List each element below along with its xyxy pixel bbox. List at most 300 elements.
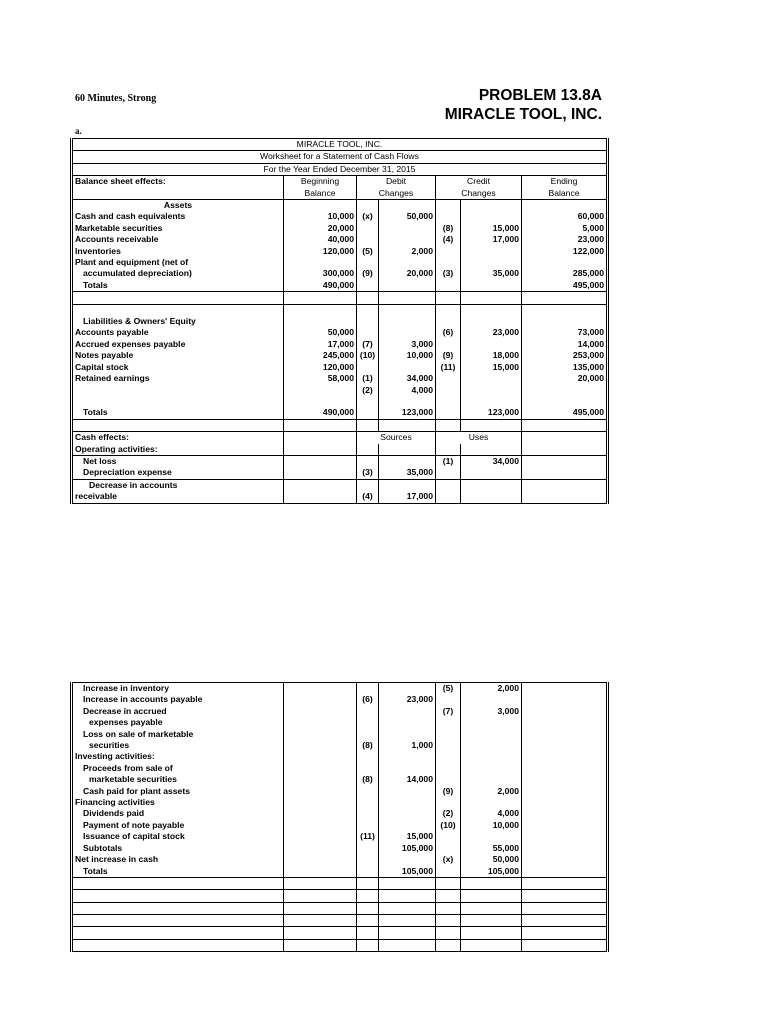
cash-effects-label: Cash effects: <box>72 432 284 444</box>
beginning-balance: 490,000 <box>284 280 357 292</box>
empty-cell <box>284 774 357 785</box>
empty-cell <box>522 939 608 951</box>
beginning-balance: 17,000 <box>284 339 357 350</box>
empty-cell <box>357 304 379 316</box>
empty-cell <box>357 915 379 927</box>
empty-cell <box>379 902 436 914</box>
empty-cell <box>284 455 357 467</box>
sources-amount: 15,000 <box>379 831 436 842</box>
uses-ref: (10) <box>436 820 461 831</box>
cash-row <box>72 455 608 467</box>
cash-label: Loss on sale of marketable <box>72 729 284 740</box>
empty-cell <box>522 444 608 456</box>
cash-row <box>72 717 608 728</box>
credit-ref: (9) <box>436 350 461 361</box>
blank-row <box>72 927 608 939</box>
empty-cell <box>379 316 436 327</box>
balance-row <box>72 234 608 245</box>
empty-cell <box>522 432 608 444</box>
credit-ref <box>436 373 461 384</box>
sources-amount <box>379 820 436 831</box>
uses-ref <box>436 866 461 878</box>
uses-ref: (2) <box>436 808 461 819</box>
col-end-1: Ending <box>522 176 608 188</box>
empty-cell <box>379 292 436 304</box>
empty-cell <box>379 927 436 939</box>
uses-amount: 55,000 <box>461 843 522 854</box>
col-begin-2: Balance <box>284 188 357 200</box>
cash-label: Totals <box>72 866 284 878</box>
blank-row <box>72 292 608 304</box>
empty-cell <box>436 396 461 407</box>
empty-cell <box>379 877 436 889</box>
debit-amount: 3,000 <box>379 339 436 350</box>
cash-effects-row <box>72 432 608 444</box>
cash-label: Depreciation expense <box>72 467 284 479</box>
empty-cell <box>284 820 357 831</box>
row-label: Accounts receivable <box>72 234 284 245</box>
cash-row <box>72 467 608 479</box>
row-label: Cash and cash equivalents <box>72 211 284 222</box>
debit-amount <box>379 280 436 292</box>
empty-cell <box>72 292 284 304</box>
empty-cell <box>284 432 357 444</box>
sources-ref <box>357 751 379 762</box>
empty-cell <box>284 751 357 762</box>
cash-label: Increase in inventory <box>72 683 284 695</box>
blank-row <box>72 419 608 431</box>
debit-amount <box>379 223 436 234</box>
empty-cell <box>284 683 357 695</box>
row-label: Retained earnings <box>72 373 284 384</box>
row-label: accumulated depreciation) <box>72 268 284 279</box>
credit-ref: (3) <box>436 268 461 279</box>
row-label: Notes payable <box>72 350 284 361</box>
empty-cell <box>72 890 284 902</box>
beginning-balance: 58,000 <box>284 373 357 384</box>
debit-amount <box>379 362 436 373</box>
uses-amount <box>461 831 522 842</box>
sources-ref: (6) <box>357 694 379 705</box>
row-label: Capital stock <box>72 362 284 373</box>
sources-amount <box>379 808 436 819</box>
debit-ref: (9) <box>357 268 379 279</box>
empty-cell <box>522 455 608 467</box>
empty-cell <box>436 890 461 902</box>
empty-cell <box>72 927 284 939</box>
cash-row <box>72 740 608 751</box>
empty-cell <box>522 683 608 695</box>
time-estimate: 60 Minutes, Strong <box>75 93 157 104</box>
empty-cell <box>461 304 522 316</box>
empty-cell <box>357 444 379 456</box>
sources-ref <box>357 729 379 740</box>
empty-cell <box>379 915 436 927</box>
liabilities-heading <box>72 316 608 327</box>
credit-ref: (11) <box>436 362 461 373</box>
uses-amount: 50,000 <box>461 854 522 865</box>
beginning-balance: 120,000 <box>284 362 357 373</box>
debit-amount <box>379 234 436 245</box>
empty-cell <box>436 915 461 927</box>
empty-cell <box>284 419 357 431</box>
empty-cell <box>461 939 522 951</box>
ending-balance: 14,000 <box>522 339 608 350</box>
sources-amount <box>379 479 436 491</box>
empty-cell <box>284 694 357 705</box>
empty-cell <box>379 939 436 951</box>
uses-ref: (1) <box>436 455 461 467</box>
uses-ref <box>436 831 461 842</box>
blank-row <box>72 915 608 927</box>
ending-balance <box>522 257 608 268</box>
sources-heading: Sources <box>357 432 436 444</box>
cash-row <box>72 808 608 819</box>
beginning-balance: 20,000 <box>284 223 357 234</box>
empty-cell <box>461 877 522 889</box>
debit-ref <box>357 223 379 234</box>
debit-amount: 50,000 <box>379 211 436 222</box>
credit-ref: (4) <box>436 234 461 245</box>
empty-cell <box>522 479 608 491</box>
blank-row <box>72 902 608 914</box>
uses-amount <box>461 729 522 740</box>
sources-amount: 23,000 <box>379 694 436 705</box>
cash-row <box>72 751 608 762</box>
beginning-balance: 40,000 <box>284 234 357 245</box>
worksheet-table-part2 <box>70 682 609 952</box>
credit-ref <box>436 246 461 257</box>
empty-cell <box>379 396 436 407</box>
empty-cell <box>522 808 608 819</box>
empty-cell <box>461 396 522 407</box>
ending-balance: 495,000 <box>522 407 608 419</box>
cash-row <box>72 866 608 878</box>
sources-ref <box>357 683 379 695</box>
cash-label: marketable securities <box>72 774 284 785</box>
empty-cell <box>357 927 379 939</box>
empty-cell <box>357 396 379 407</box>
credit-amount <box>461 339 522 350</box>
balance-row <box>72 339 608 350</box>
debit-amount <box>379 257 436 268</box>
empty-cell <box>522 763 608 774</box>
empty-cell <box>357 890 379 902</box>
credit-amount: 18,000 <box>461 350 522 361</box>
liabilities-heading-label: Liabilities & Owners' Equity <box>72 316 284 327</box>
debit-ref: (7) <box>357 339 379 350</box>
balance-row <box>72 350 608 361</box>
uses-amount: 34,000 <box>461 455 522 467</box>
empty-cell <box>522 854 608 865</box>
balance-row <box>72 280 608 292</box>
empty-cell <box>284 717 357 728</box>
blank-row <box>72 396 608 407</box>
cash-row <box>72 763 608 774</box>
sources-ref <box>357 866 379 878</box>
cash-label: Proceeds from sale of <box>72 763 284 774</box>
empty-cell <box>436 939 461 951</box>
empty-cell <box>436 292 461 304</box>
sources-amount: 17,000 <box>379 491 436 503</box>
cash-label: receivable <box>72 491 284 503</box>
worksheet-period: For the Year Ended December 31, 2015 <box>72 163 608 175</box>
uses-amount: 4,000 <box>461 808 522 819</box>
debit-amount: 123,000 <box>379 407 436 419</box>
empty-cell <box>72 877 284 889</box>
cash-label: Net loss <box>72 455 284 467</box>
cash-row <box>72 820 608 831</box>
uses-ref <box>436 843 461 854</box>
sources-amount: 1,000 <box>379 740 436 751</box>
beginning-balance: 490,000 <box>284 407 357 419</box>
empty-cell <box>284 866 357 878</box>
cash-label: Payment of note payable <box>72 820 284 831</box>
debit-amount: 34,000 <box>379 373 436 384</box>
uses-ref <box>436 729 461 740</box>
cash-label: Cash paid for plant assets <box>72 786 284 797</box>
sources-ref <box>357 455 379 467</box>
debit-amount <box>379 327 436 338</box>
uses-ref <box>436 774 461 785</box>
problem-number: PROBLEM 13.8A <box>478 87 602 104</box>
empty-cell <box>379 419 436 431</box>
debit-ref <box>357 362 379 373</box>
empty-cell <box>522 774 608 785</box>
beginning-balance: 245,000 <box>284 350 357 361</box>
debit-ref: (1) <box>357 373 379 384</box>
empty-cell <box>284 890 357 902</box>
sources-ref <box>357 786 379 797</box>
col-credit-2: Changes <box>436 188 522 200</box>
empty-cell <box>72 939 284 951</box>
empty-cell <box>436 316 461 327</box>
credit-amount <box>461 246 522 257</box>
empty-cell <box>522 831 608 842</box>
uses-ref: (9) <box>436 786 461 797</box>
credit-amount: 17,000 <box>461 234 522 245</box>
sources-amount <box>379 854 436 865</box>
empty-cell <box>284 939 357 951</box>
credit-amount <box>461 373 522 384</box>
sources-ref <box>357 763 379 774</box>
debit-ref: (5) <box>357 246 379 257</box>
empty-cell <box>284 740 357 751</box>
debit-amount: 4,000 <box>379 385 436 396</box>
beginning-balance: 120,000 <box>284 246 357 257</box>
empty-cell <box>522 866 608 878</box>
sources-amount <box>379 717 436 728</box>
empty-cell <box>461 200 522 212</box>
sources-amount <box>379 455 436 467</box>
empty-cell <box>284 467 357 479</box>
empty-cell <box>284 927 357 939</box>
uses-amount <box>461 479 522 491</box>
empty-cell <box>357 292 379 304</box>
credit-ref: (8) <box>436 223 461 234</box>
problem-header <box>445 86 602 124</box>
cash-label: Financing activities <box>72 797 284 808</box>
sources-amount <box>379 786 436 797</box>
credit-amount <box>461 211 522 222</box>
sources-ref <box>357 854 379 865</box>
empty-cell <box>284 877 357 889</box>
sources-amount <box>379 797 436 808</box>
uses-amount <box>461 797 522 808</box>
empty-cell <box>284 915 357 927</box>
beginning-balance: 10,000 <box>284 211 357 222</box>
blank-row <box>72 304 608 316</box>
empty-cell <box>436 444 461 456</box>
empty-cell <box>357 877 379 889</box>
cash-row <box>72 491 608 503</box>
row-label: Totals <box>72 280 284 292</box>
balance-row <box>72 407 608 419</box>
ending-balance: 73,000 <box>522 327 608 338</box>
cash-row <box>72 786 608 797</box>
uses-amount <box>461 774 522 785</box>
cash-row <box>72 774 608 785</box>
empty-cell <box>284 479 357 491</box>
credit-amount <box>461 385 522 396</box>
empty-cell <box>522 316 608 327</box>
sources-ref: (11) <box>357 831 379 842</box>
sources-ref <box>357 797 379 808</box>
uses-amount <box>461 717 522 728</box>
debit-amount: 2,000 <box>379 246 436 257</box>
credit-ref <box>436 407 461 419</box>
credit-amount <box>461 257 522 268</box>
empty-cell <box>522 740 608 751</box>
sources-amount <box>379 683 436 695</box>
cash-label: Subtotals <box>72 843 284 854</box>
part-label: a. <box>75 126 82 136</box>
debit-ref: (x) <box>357 211 379 222</box>
empty-cell <box>436 200 461 212</box>
empty-cell <box>379 890 436 902</box>
empty-cell <box>72 396 284 407</box>
empty-cell <box>284 729 357 740</box>
debit-ref <box>357 257 379 268</box>
empty-cell <box>522 706 608 717</box>
cash-row <box>72 831 608 842</box>
balance-row <box>72 246 608 257</box>
uses-ref <box>436 717 461 728</box>
beginning-balance <box>284 385 357 396</box>
worksheet-title: Worksheet for a Statement of Cash Flows <box>72 151 608 163</box>
empty-cell <box>522 717 608 728</box>
uses-ref <box>436 751 461 762</box>
cash-label: securities <box>72 740 284 751</box>
empty-cell <box>522 467 608 479</box>
ending-balance: 135,000 <box>522 362 608 373</box>
cash-row <box>72 843 608 854</box>
debit-ref <box>357 280 379 292</box>
row-label: Accounts payable <box>72 327 284 338</box>
cash-label: Dividends paid <box>72 808 284 819</box>
empty-cell <box>522 491 608 503</box>
balance-row <box>72 327 608 338</box>
sources-ref <box>357 717 379 728</box>
uses-amount <box>461 740 522 751</box>
uses-amount <box>461 694 522 705</box>
uses-amount: 2,000 <box>461 786 522 797</box>
empty-cell <box>357 419 379 431</box>
empty-cell <box>284 786 357 797</box>
empty-cell <box>284 444 357 456</box>
empty-cell <box>522 820 608 831</box>
credit-ref <box>436 211 461 222</box>
beginning-balance: 300,000 <box>284 268 357 279</box>
empty-cell <box>461 890 522 902</box>
cash-label: Decrease in accounts <box>72 479 284 491</box>
empty-cell <box>284 706 357 717</box>
sources-ref: (3) <box>357 467 379 479</box>
cash-label: Net increase in cash <box>72 854 284 865</box>
empty-cell <box>357 939 379 951</box>
uses-ref <box>436 694 461 705</box>
beginning-balance: 50,000 <box>284 327 357 338</box>
empty-cell <box>461 902 522 914</box>
debit-ref <box>357 327 379 338</box>
balance-sheet-label: Balance sheet effects: <box>72 176 284 188</box>
ending-balance: 285,000 <box>522 268 608 279</box>
uses-ref: (x) <box>436 854 461 865</box>
uses-heading: Uses <box>436 432 522 444</box>
uses-amount <box>461 467 522 479</box>
sources-amount <box>379 763 436 774</box>
sources-ref <box>357 479 379 491</box>
uses-ref: (7) <box>436 706 461 717</box>
empty-cell <box>379 304 436 316</box>
balance-row <box>72 257 608 268</box>
empty-cell <box>522 396 608 407</box>
empty-cell <box>522 751 608 762</box>
credit-ref <box>436 280 461 292</box>
credit-amount: 35,000 <box>461 268 522 279</box>
ending-balance: 60,000 <box>522 211 608 222</box>
empty-cell <box>522 292 608 304</box>
balance-row <box>72 223 608 234</box>
debit-amount: 20,000 <box>379 268 436 279</box>
operating-heading-label: Operating activities: <box>72 444 284 456</box>
cash-row <box>72 797 608 808</box>
uses-amount <box>461 763 522 774</box>
empty-cell <box>284 316 357 327</box>
empty-cell <box>284 763 357 774</box>
uses-ref <box>436 740 461 751</box>
empty-cell <box>522 797 608 808</box>
col-credit-1: Credit <box>436 176 522 188</box>
cash-row <box>72 683 608 695</box>
col-end-2: Balance <box>522 188 608 200</box>
uses-ref <box>436 491 461 503</box>
empty-cell <box>461 419 522 431</box>
row-label: Inventories <box>72 246 284 257</box>
empty-cell <box>522 843 608 854</box>
sources-ref <box>357 820 379 831</box>
cash-label: Investing activities: <box>72 751 284 762</box>
operating-heading <box>72 444 608 456</box>
empty-cell <box>461 316 522 327</box>
uses-amount: 105,000 <box>461 866 522 878</box>
uses-ref: (5) <box>436 683 461 695</box>
balance-row <box>72 211 608 222</box>
cash-label: Issuance of capital stock <box>72 831 284 842</box>
empty-cell <box>522 694 608 705</box>
balance-row <box>72 268 608 279</box>
cash-row <box>72 729 608 740</box>
